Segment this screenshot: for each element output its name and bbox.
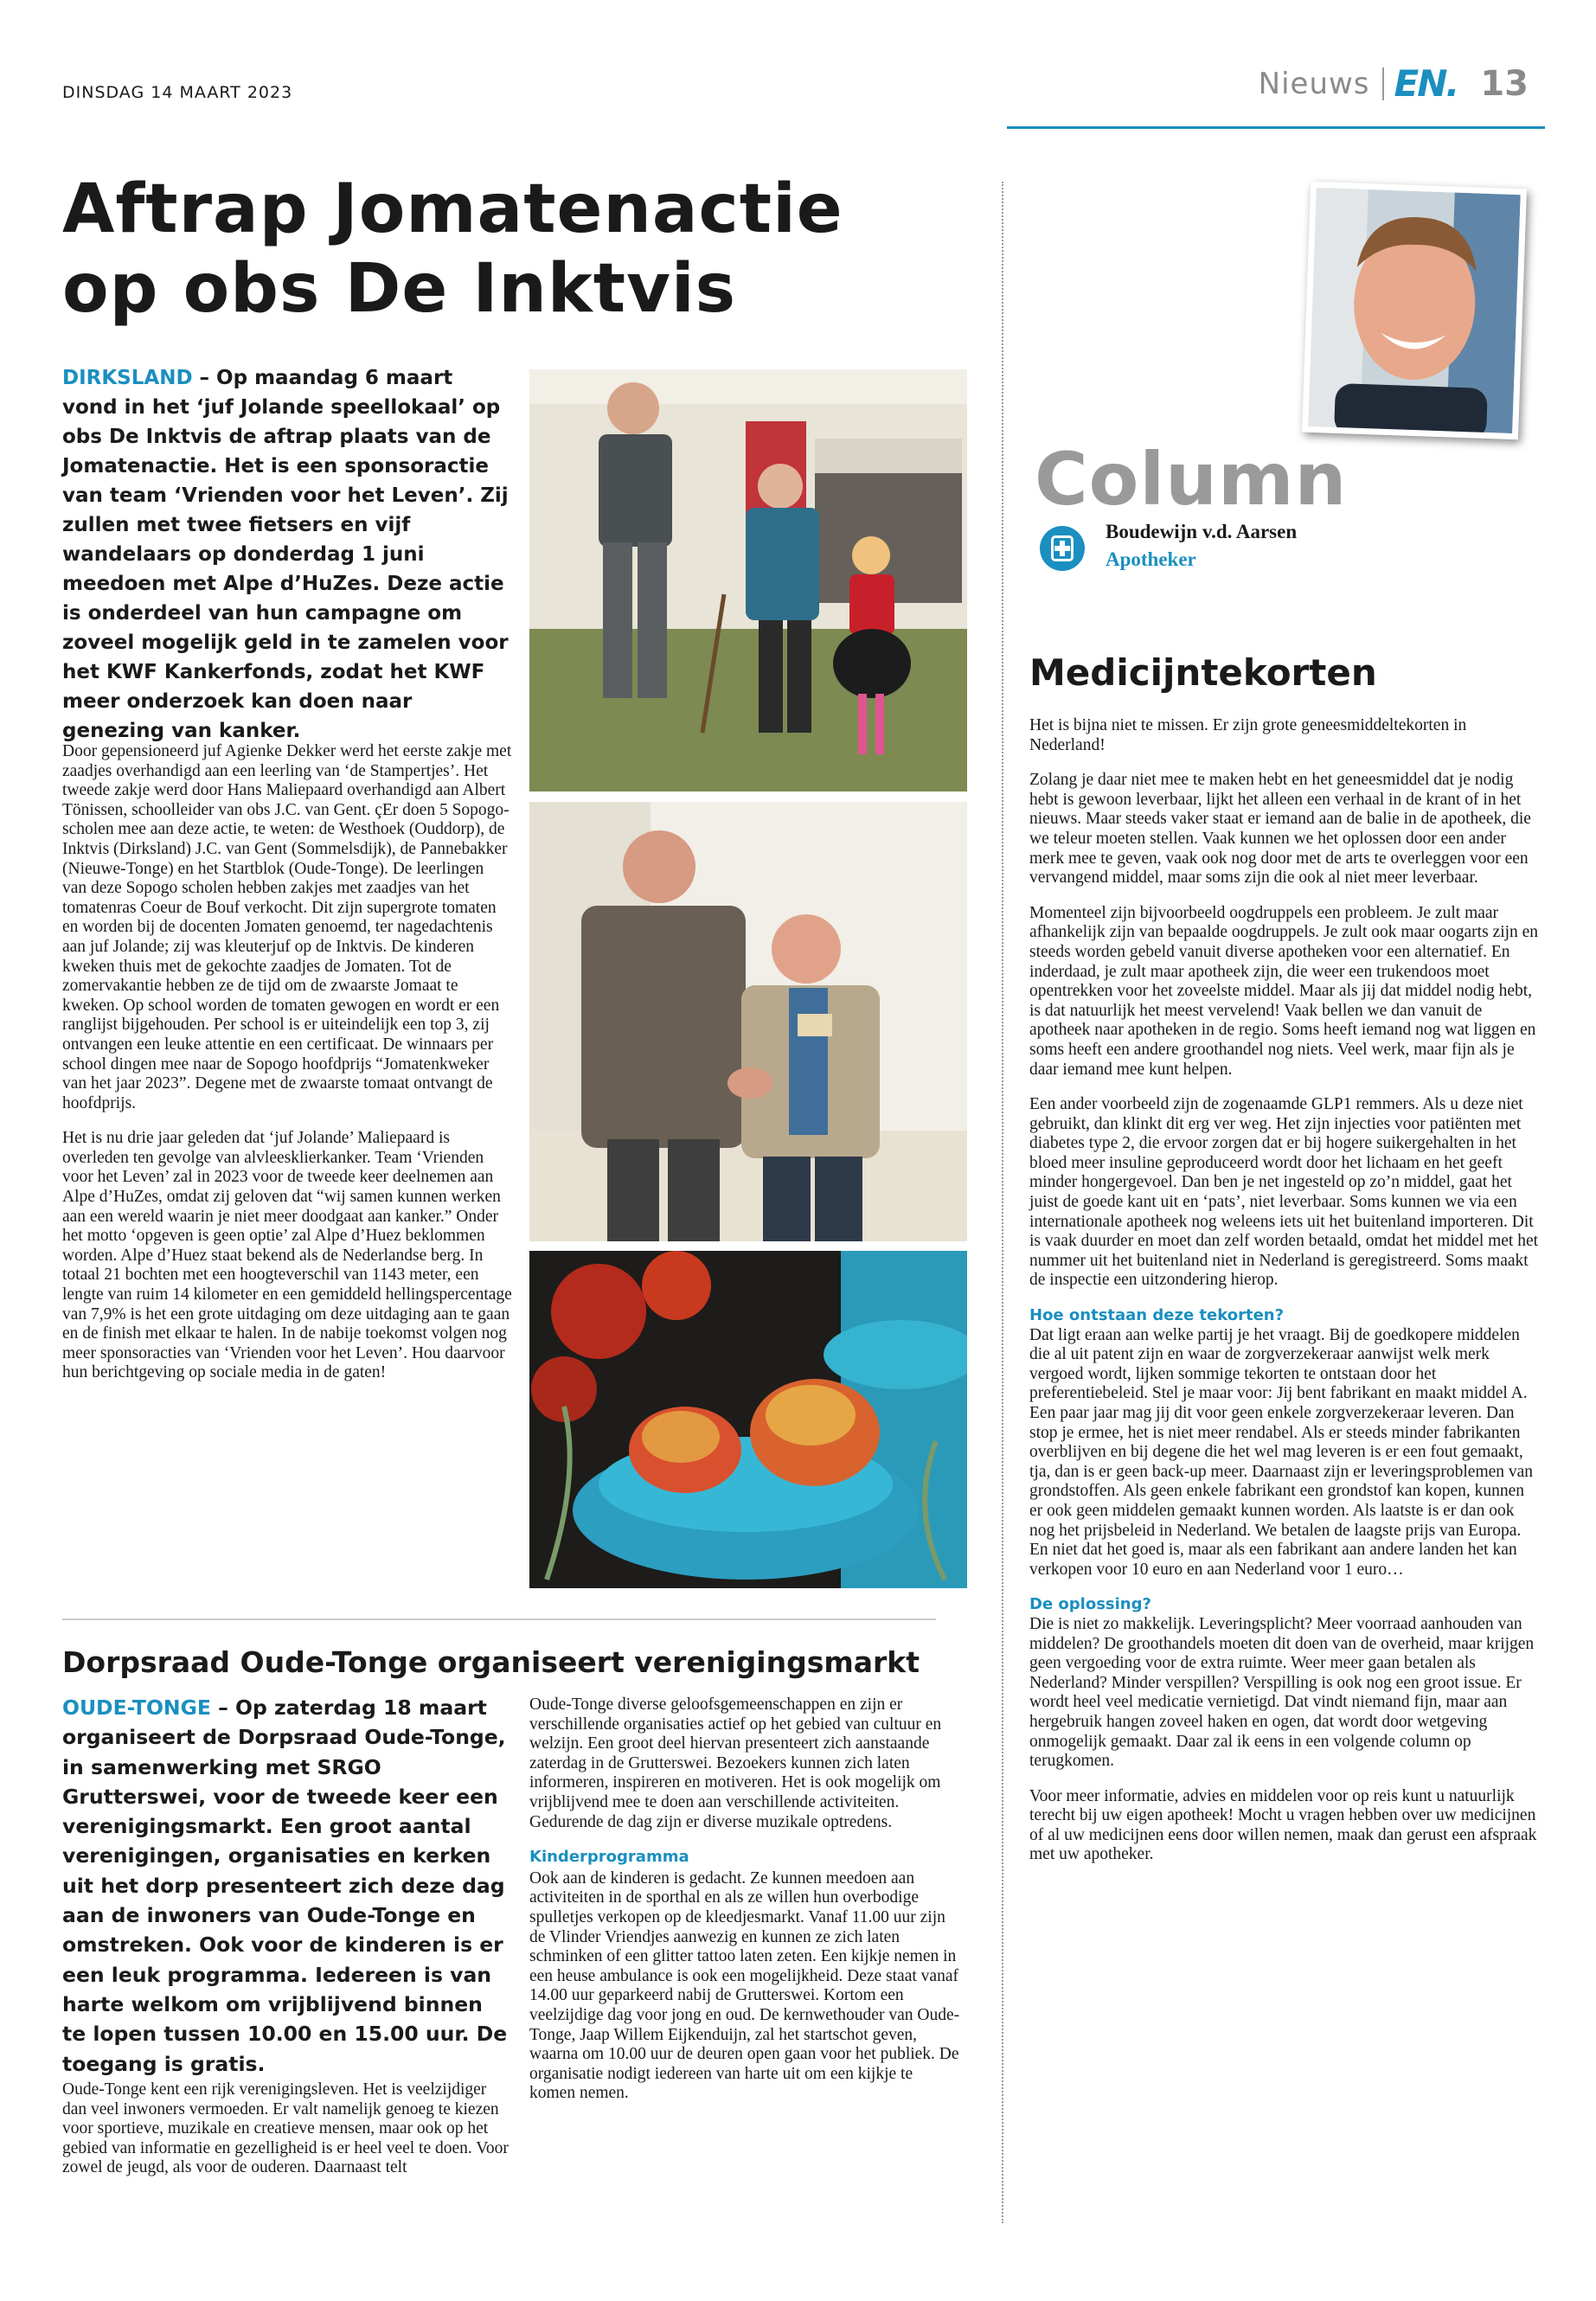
body-paragraph: Ook aan de kinderen is gedacht. Ze kunnen meedoen aan activiteiten in de sporthal en als ze willen hun overbodige spulletjes verkopen op de kleedjesmarkt. Vanaf 11.00 uur zijn de Vlinder Vriendjes aanwezig en kunnen ze zich laten schminken of een glitter tattoo laten zeten. Een kijkje nemen in een heuse ambulance is ook een mogelijkheid. Deze staat vanaf 14.00 uur geparkeerd nabij de Grutterswei. Kortom een veelzijdige dag voor jong en oud. De kernwethouder van Oude-Tonge, Jaap Willem Eijkenduijn, zal het startschot geven, waarna om 10.00 uur de deuren open gaan voor het publiek. De organisatie nodigt iedereen van harte uit om een kijkje te komen nemen. xyxy=(529,1868,960,2103)
lead-text: – Op maandag 6 maart vond in het ‘juf Jolande speellokaal’ op obs De Inktvis de aftrap plaats van de Jomatenactie. Het is een sponsoractie van team ‘Vrienden voor het Leven’. Zij zullen met twee fietsers en vijf wandelaars op donderdag 1 juni meedoen met Alpe d’HuZes. Deze actie is onderdeel van hun campagne om zoveel mogelijk geld in te zamelen voor het KWF Kankerfonds, zodat het KWF meer onderzoek kan doen naar genezing van kanker. xyxy=(62,367,509,742)
article2-headline: Dorpsraad Oude-Tonge organiseert verenigingsmarkt xyxy=(62,1645,920,1679)
subheading: Kinderprogramma xyxy=(529,1848,689,1867)
article-body xyxy=(62,742,512,1399)
pharmacy-cross-icon xyxy=(1040,526,1085,571)
body-paragraph: Dat ligt eraan aan welke partij je het vraagt. Bij de goedkopere middelen die al uit patent zijn en waar de zorgverzekeraar aanwijst welk merk vergoed wordt, lijken sommige tekorten te ontstaan door het preferentiebeleid. Stel je maar voor: Jij bent fabrikant en maakt middel A. Een paar jaar mag jij dit voor geen enkele zorgverzekeraar leveren. Dan stop je ermee, het is niet meer rendabel. Als er steeds minder fabrikanten overblijven en bij degene die het wel mag leveren is er een fout gemaakt, tja, dan is er geen back-up meer. Daarnaast zijn er leveringsproblemen van grondstoffen. Als geen enkele fabrikant een grondstof kan kopen, kunnen er ook geen middelen gemaakt kunnen worden. Als laatste is er dan ook nog het prijsbeleid in Nederland. We betalen de laagste prijs van Europa. En niet dat het goed is, maar als een fabrikant aan andere landen het kan verkopen voor 10 euro en aan Nederland voor 1 euro… xyxy=(1029,1325,1534,1579)
author-portrait xyxy=(1308,188,1520,433)
article-lead xyxy=(62,363,512,746)
page-number: 13 xyxy=(1480,63,1529,104)
body-paragraph: Momenteel zijn bijvoorbeeld oogdruppels een probleem. Je zult maar afhankelijk zijn van bepaalde oogdruppels. Je zult ook maar oogarts zijn en steeds worden gebeld vanuit diverse apotheken voor een alternatief. En inderdaad, je zult maar apotheek zijn, die weer een trukendoos moet opentrekken voor het zoveelste middel. Maar als jij dat middel nodig hebt, is dat natuurlijk het meest vervelend! Vaak bellen we dan vanuit de apotheek naar apotheken in de regio. Soms heeft iemand nog wat liggen en soms heeft een andere groothandel nog niets. Veel werk, maar fijn als je daar iemand mee kunt helpen. xyxy=(1029,903,1539,1079)
body-paragraph: Zolang je daar niet mee te maken hebt en het geneesmiddel dat je nodig hebt is gewoon leverbaar, lijkt het alleen een verhaal in de krant of in het nieuws. Maar steeds vaker staat er iemand aan de balie in de apotheek, die we teleur moeten stellen. Vaak kunnen we het oplossen door een ander merk mee te geven, vaak ook nog door met de arts te overleggen voor een vervangend middel, maar soms zijn die ook al niet meer leverbaar. xyxy=(1029,771,1531,888)
article2-body-col1 xyxy=(62,2080,512,2194)
column-body xyxy=(1029,716,1540,1881)
body-paragraph: Die is niet zo makkelijk. Leveringsplicht? Meer voorraad aanhouden van middelen? De groothandels moeten dit doen van de overheid, maar krijgen geen vergoeding voor de extra ruimte. Weer meer gaan betalen als Nederland? Minder verspillen? Verspilling is ook nog een groot issue. Er wordt heel veel medicatie vernietigd. Dat vindt niemand fijn, maar aan hergebruik hangen zoveel haken en ogen, dat wordt door wetgeving onmogelijk gemaakt. Daar zal ik eens in een volgende column op terugkomen. xyxy=(1029,1614,1535,1771)
lead-place: DIRKSLAND xyxy=(62,367,193,389)
header-divider xyxy=(1382,67,1384,100)
lead-place: OUDE-TONGE xyxy=(62,1695,211,1720)
section-name: Nieuws xyxy=(1258,66,1370,101)
body-paragraph: Het is bijna niet te missen. Er zijn grote geneesmiddeltekorten in Nederland! xyxy=(1029,716,1467,754)
photo-tomatoes xyxy=(529,1251,967,1588)
headline-line-2: op obs De Inktvis xyxy=(62,250,737,328)
article2-lead xyxy=(62,1693,512,2079)
body-paragraph: Een ander voorbeeld zijn de zogenaamde GLP1 remmers. Als u deze niet gebruikt, dan klinkt dit erg ver weg. Het zijn injecties voor patiënten met diabetes type 2, die ervoor zorgen dat er bij hogere suikergehalten in het bloed meer insuline geproduceerd wordt door het lichaam en het geeft minder hongergevoel. Dan ben je net ingesteld op zo’n middel, gaat het juist de goede kant uit en ‘pats’, niet leverbaar. Soms kunnen we via een internationale apotheek nog weleens iets uit het buitenland importeren. Dit is vaak duurder en moet dan zelf worden betaald, omdat het middel met het nummer uit het buitenland niet in Nederland is geregistreerd. Soms maakt de inspectie een uitzondering hierop. xyxy=(1029,1095,1539,1290)
column-divider xyxy=(1002,182,1003,2223)
article-divider xyxy=(62,1618,936,1620)
page-header xyxy=(1259,62,1529,105)
issue-date: DINSDAG 14 MAART 2023 xyxy=(62,83,293,102)
article2-body-col2 xyxy=(529,1695,962,2119)
subheading: De oplossing? xyxy=(1029,1595,1151,1614)
column-author: Boudewijn v.d. Aarsen xyxy=(1106,521,1298,542)
photo-handshake xyxy=(529,802,967,1241)
body-paragraph: Oude-Tonge diverse geloofsgemeenschappen en zijn er verschillende organisaties actief op het gebied van cultuur en welzijn. Een groot deel hiervan presenteert zich aanstaande zaterdag in de Grutterswei. Bezoekers kunnen zich laten informeren, inspireren en motiveren. Het is ook mogelijk om vrijblijvend mee te doen aan verschillende activiteiten. Gedurende de dag zijn er diverse muzikale optredens. xyxy=(529,1695,942,1831)
lead-text: – Op zaterdag 18 maart organiseert de Dorpsraad Oude-Tonge, in samenwerking met SRGO Grutterswei, voor de tweede keer een verenigingsmarkt. Een groot aantal verenigingen, organisaties en kerken uit het dorp presenteert zich deze dag aan de inwoners van Oude-Tonge en omstreken. Ook voor de kinderen is er een leuk programma. Iedereen is van harte welkom om vrijblijvend binnen te lopen tussen 10.00 en 15.00 uur. De toegang is gratis. xyxy=(62,1695,508,2076)
column-headline: Medicijntekorten xyxy=(1029,651,1377,694)
body-paragraph: Het is nu drie jaar geleden dat ‘juf Jolande’ Maliepaard is overleden ten gevolge van alvleesklierkanker. Team ‘Vrienden voor het Leven’ zal in 2023 voor de tweede keer deelnemen aan Alpe d’HuZes, omdat zij geloven dat “wij samen kunnen werken aan een wereld waarin je niet meer doodgaat aan kanker.” Onder het motto ‘opgeven is geen optie’ zal Alpe d’Huez beklommen worden. Alpe d’Huez staat bekend als de Nederlandse berg. In totaal 21 bochten met een hoogteverschil van 1143 meter, een lengte van ruim 14 kilometer en een gemiddeld hellingspercentage van 7,9% is het een grote uitdaging om deze uitdaging aan te gaan en de finish met elkaar te halen. In de nabije toekomst volgen nog meer sponsoracties van ‘Vrienden voor het Leven’. Hou daarvoor hun berichtgeving op sociale media in de gaten! xyxy=(62,1129,512,1382)
header-rule xyxy=(1007,126,1545,129)
newspaper-logo: EN. xyxy=(1394,62,1458,105)
column-label: Column xyxy=(1035,437,1348,522)
body-paragraph: Door gepensioneerd juf Agienke Dekker werd het eerste zakje met zaadjes overhandigd aan een leerling van ‘de Stampertjes’. Het tweede zakje werd door Hans Maliepaard overhandigd aan Albert Tönissen, schoolleider van obs J.C. van Gent. çEr doen 5 Sopogo-scholen mee aan deze actie, te weten: de Westhoek (Ouddorp), de Inktvis (Dirksland) J.C. van Gent (Sommelsdijk), de Pannebakker (Nieuwe-Tonge) en het Startblok (Oude-Tonge). De leerlingen van deze Sopogo scholen hebben zakjes met zaadjes van het tomatenras Coeur de Bouf verkocht. Dit zijn supergrote tomaten en worden bij de docenten Jomaten genoemd, ter nagedachtenis aan juf Jolande; zij was kleuterjuf op de Inktvis. De kinderen kweken thuis met de gekochte zaadjes de Jomaten. Tot de zomervakantie hebben ze de tijd om de zwaarste Jomaat te kweken. Op school worden de tomaten gewogen en wordt er een ranglijst bijgehouden. Per school is er uiteindelijk een top 3, zij ontvangen een leuke attentie en een certificaat. De winnaars per school dingen mee naar de Sopogo hoofdprijs “Jomatenkweker van het jaar 2023”. Degene met de zwaarste tomaat ontvangt de hoofdprijs. xyxy=(62,742,512,1112)
subheading: Hoe ontstaan deze tekorten? xyxy=(1029,1306,1285,1325)
body-paragraph: Voor meer informatie, advies en middelen voor op reis kunt u natuurlijk terecht bij uw eigen apotheek! Mocht u vragen hebben over uw medicijnen of al uw medicijnen eens door willen nemen, maak dan gerust een afspraak met uw apotheker. xyxy=(1029,1786,1537,1864)
column-author-role: Apotheker xyxy=(1106,548,1196,570)
body-paragraph: Oude-Tonge kent een rijk verenigingsleven. Het is veelzijdiger dan veel inwoners vermoeden. Er valt namelijk genoeg te kiezen voor sportieve, muzikale en creatieve mensen, maar ook op het gebied van informatie en gezelligheid is er heel veel te doen. Voor zowel de jeugd, als voor de ouderen. Daarnaast telt xyxy=(62,2080,509,2177)
author-photo-frame xyxy=(1302,182,1527,440)
photo-classroom-handover xyxy=(529,369,967,792)
article-headline xyxy=(62,170,927,329)
headline-line-1: Aftrap Jomatenactie xyxy=(62,170,843,248)
